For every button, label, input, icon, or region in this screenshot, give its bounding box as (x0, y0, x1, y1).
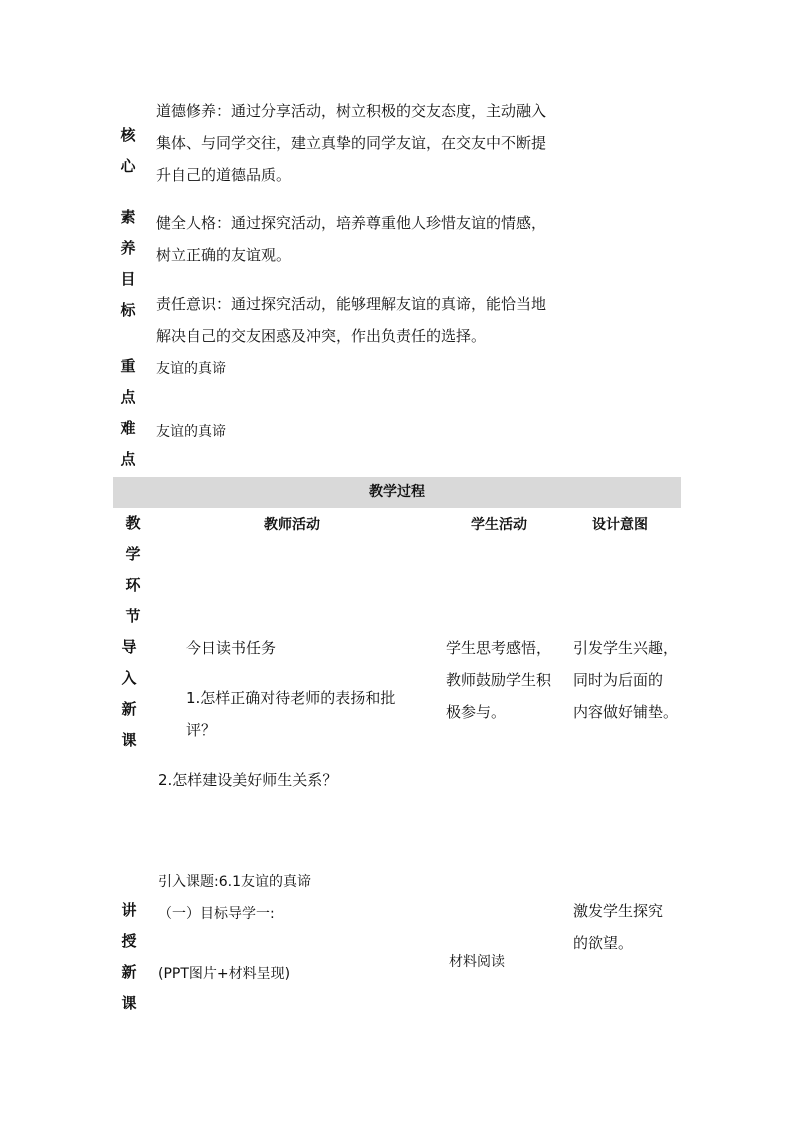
activity-line: 学生思考感悟， (446, 639, 552, 657)
goal-line: 道德修养：通过分享活动，树立积极的交友态度，主动融入 (156, 102, 547, 120)
label-char: 学 (125, 545, 141, 563)
process-header-bar (113, 477, 681, 508)
goal-line: 升自己的道德品质。 (156, 166, 292, 184)
goal-line: 健全人格：通过探究活动，培养尊重他人珍惜友谊的情感， (156, 214, 547, 232)
question-line: 评？ (186, 721, 217, 739)
label-char: 重 (120, 357, 136, 375)
label-char: 入 (121, 669, 137, 687)
goal-line: 集体、与同学交往，建立真挚的同学友谊，在交友中不断提 (156, 134, 547, 152)
intent-line: 内容做好铺垫。 (573, 703, 679, 721)
header-teacher-activity: 教师活动 (264, 517, 320, 533)
label-char: 素 (120, 208, 136, 226)
label-char: 教 (125, 514, 141, 532)
intent-line: 激发学生探究 (573, 902, 664, 920)
intent-line: 引发学生兴趣， (573, 639, 679, 657)
label-char: 授 (121, 932, 137, 950)
goal-moral (156, 95, 586, 191)
label-char: 核 (120, 126, 136, 144)
header-student-activity: 学生活动 (471, 517, 527, 533)
process-title: 教学过程 (369, 484, 425, 500)
label-char: 课 (121, 731, 137, 749)
label-char: 新 (121, 700, 137, 718)
label-key-difficult (116, 351, 140, 475)
label-char: 课 (121, 994, 137, 1012)
intro-question-2: 2.怎样建设美好师生关系？ (158, 771, 338, 789)
label-char: 点 (120, 388, 136, 406)
intro-design-intent (573, 632, 688, 728)
goal-line: 责任意识：通过探究活动，能够理解友谊的真谛，能恰当地 (156, 295, 547, 313)
label-goal (116, 202, 140, 326)
label-char: 节 (125, 607, 141, 625)
question-line: 1.怎样正确对待老师的表扬和批 (186, 689, 396, 707)
label-char: 讲 (121, 901, 137, 919)
activity-line: 极参与。 (446, 703, 507, 721)
label-char: 点 (120, 450, 136, 468)
lecture-design-intent (573, 895, 688, 959)
label-char: 新 (121, 963, 137, 981)
intent-line: 同时为后面的 (573, 671, 664, 689)
label-char: 难 (120, 419, 136, 437)
label-char: 养 (120, 239, 136, 257)
goal-line: 树立正确的友谊观。 (156, 246, 292, 264)
goal-personality (156, 207, 586, 271)
lead-in-topic: 引入课题:6.1友谊的真谛 (158, 874, 311, 890)
goal-responsibility (156, 288, 586, 352)
label-teaching-step (121, 508, 145, 632)
header-design-intent: 设计意图 (592, 517, 648, 533)
lecture-ppt-note: (PPT图片+材料呈现) (158, 966, 291, 982)
intent-line: 的欲望。 (573, 934, 634, 952)
label-char: 环 (125, 576, 141, 594)
label-char: 导 (121, 638, 137, 656)
key-point: 友谊的真谛 (156, 361, 226, 377)
lecture-goal-1: （一）目标导学一: (158, 906, 275, 922)
label-core (116, 120, 140, 182)
label-intro (117, 632, 141, 756)
activity-line: 教师鼓励学生积 (446, 671, 552, 689)
label-char: 心 (120, 157, 136, 175)
label-char: 标 (120, 301, 136, 319)
intro-student-activity (446, 632, 566, 728)
intro-task: 今日读书任务 (186, 639, 277, 657)
label-lecture (117, 895, 141, 1019)
difficult-point: 友谊的真谛 (156, 424, 226, 440)
label-char: 目 (120, 270, 136, 288)
lecture-student-activity: 材料阅读 (449, 954, 505, 970)
intro-question-1 (186, 682, 426, 746)
goal-line: 解决自己的交友困惑及冲突，作出负责任的选择。 (156, 327, 487, 345)
